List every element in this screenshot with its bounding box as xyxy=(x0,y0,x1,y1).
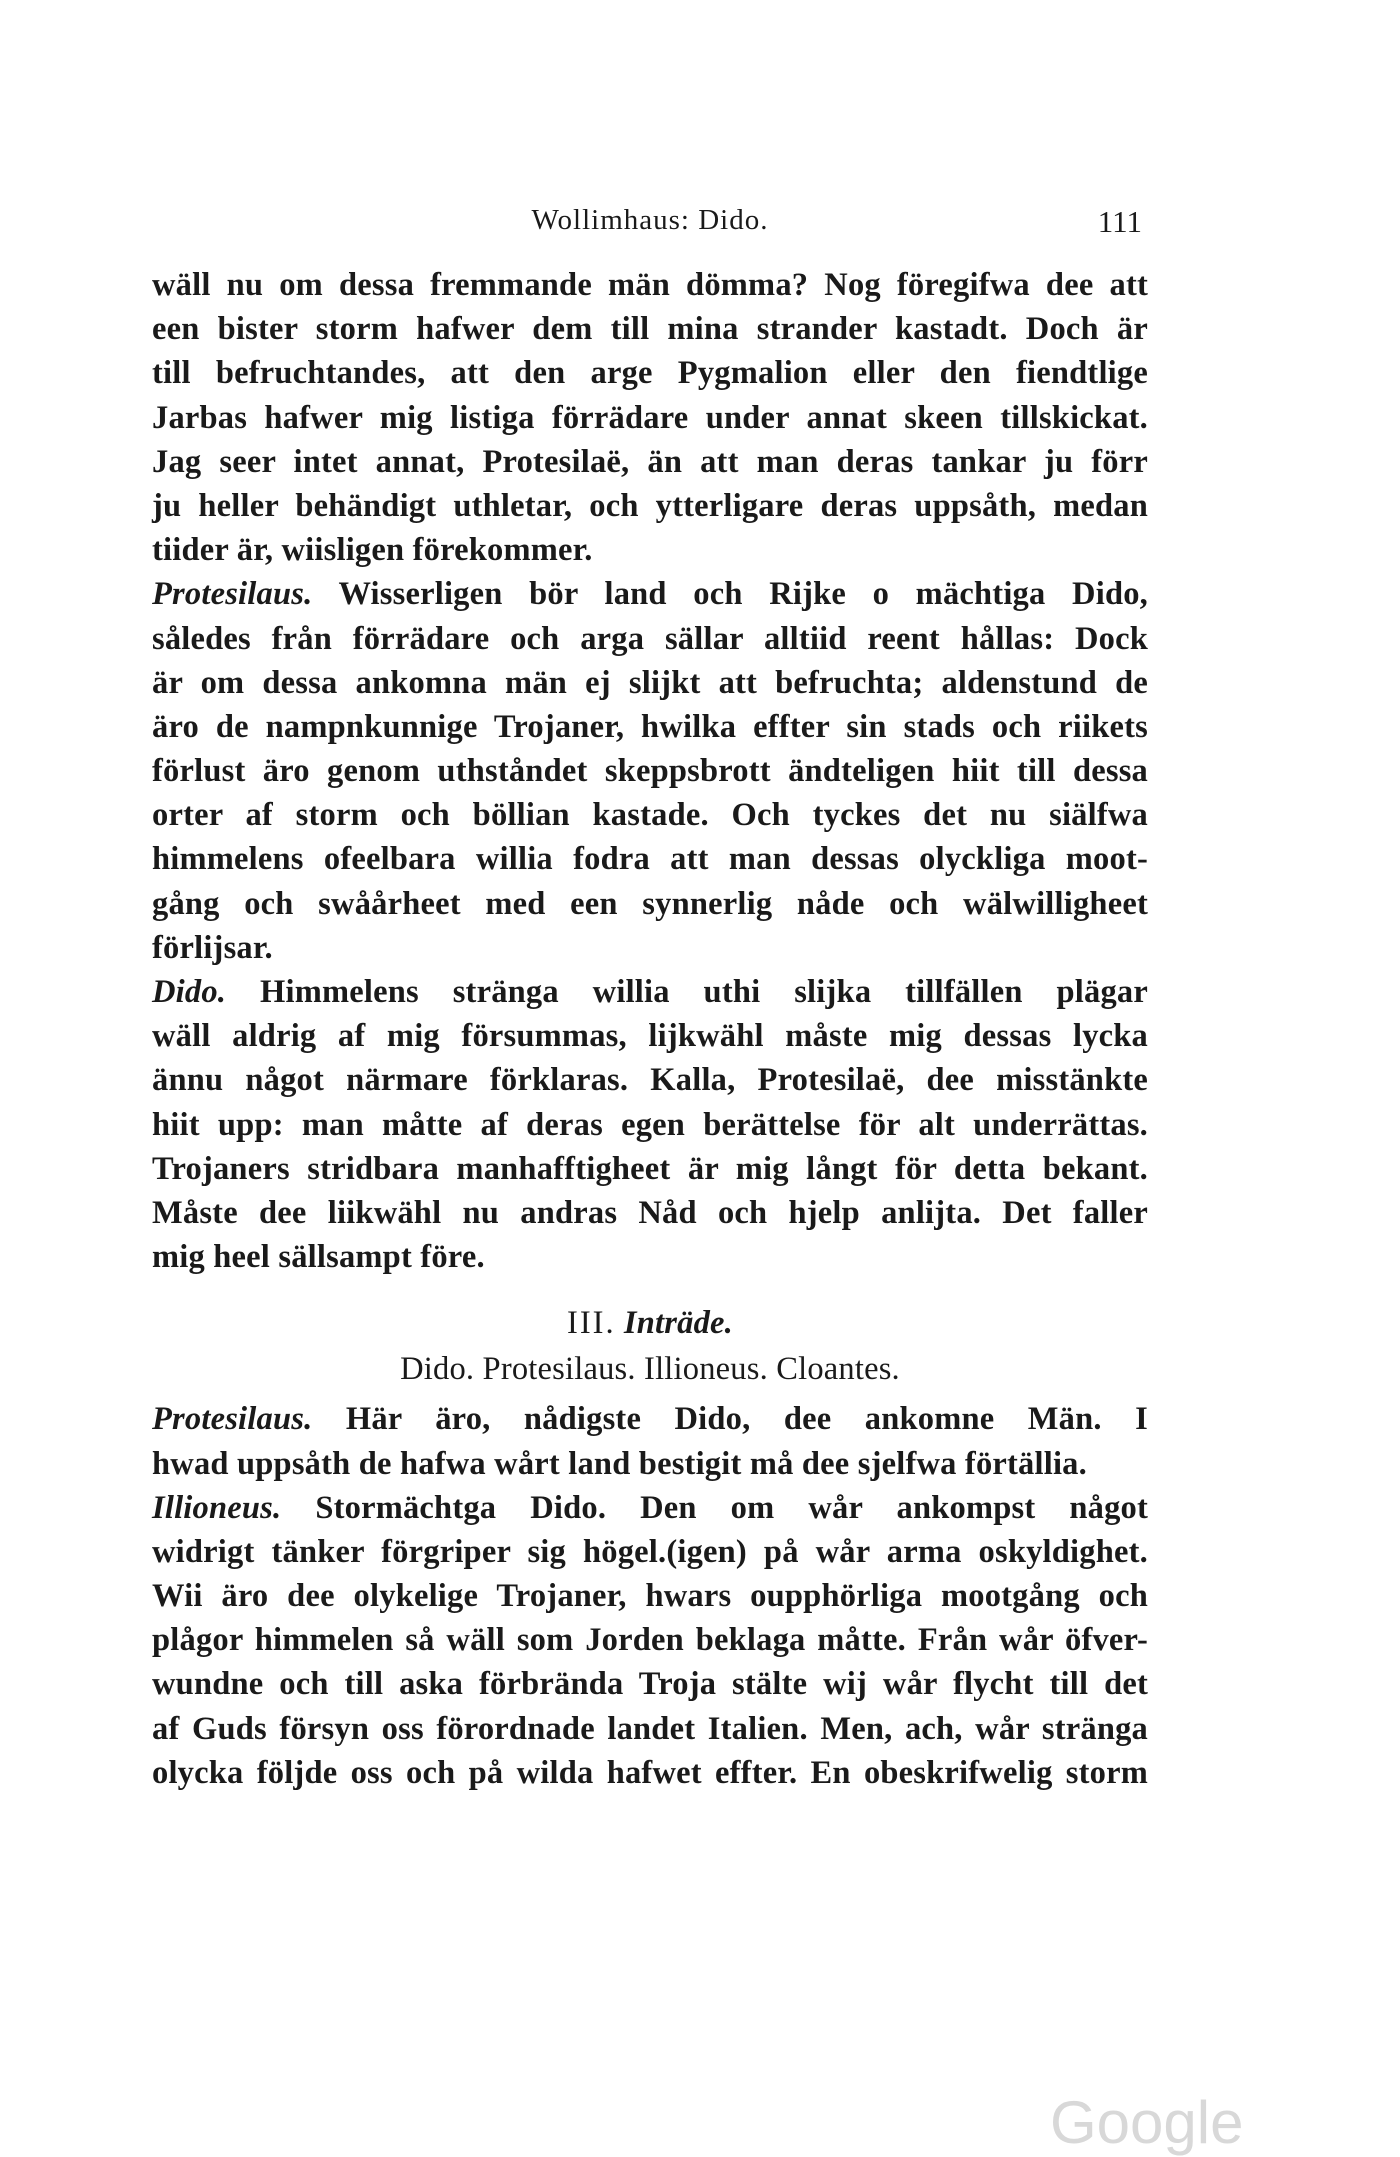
paragraph-4 xyxy=(152,1442,1148,1486)
text-line: af Guds försyn oss förordnade landet Italien. Men, ach, wår stränga xyxy=(152,1710,1148,1747)
text-line: till befruchtandes, att den arge Pygmalion eller den fiendtlige xyxy=(152,355,1148,392)
body-text xyxy=(152,263,1148,1795)
text-line: plågor himmelen så wäll som Jorden beklaga måtte. Från wår öfver- xyxy=(152,1622,1148,1659)
paragraph-5-first-line xyxy=(152,1486,1148,1530)
text-line: orter af storm och böllian kastade. Och tyckes det nu siälfwa xyxy=(152,797,1148,834)
watermark-logo: Google xyxy=(1050,2089,1244,2156)
page-number: 111 xyxy=(1097,204,1142,239)
paragraph-3-first-line xyxy=(152,970,1148,1014)
speaker-name: Dido. xyxy=(152,974,227,1010)
text-line: Måste dee liikwähl nu andras Nåd och hjelp anlijta. Det faller xyxy=(152,1194,1148,1231)
cast-list: Dido. Protesilaus. Illioneus. Cloantes. xyxy=(400,1351,900,1388)
paragraph-2 xyxy=(152,617,1148,971)
speaker-name: Illioneus. xyxy=(152,1489,282,1526)
paragraph-2-first-line xyxy=(152,572,1148,616)
text-line: Trojaners stridbara manhafftigheet är mig långt för detta bekant. xyxy=(152,1150,1148,1187)
text-line: hwad uppsåth de hafwa wårt land bestigit må dee sjelfwa förtällia. xyxy=(152,1445,1087,1482)
text-line: wäll aldrig af mig försummas, lijkwähl måste mig dessas lycka xyxy=(152,1018,1148,1055)
section-number: III. xyxy=(567,1305,616,1342)
text-line: Wii äro dee olykelige Trojaner, hwars oupphörliga mootgång och xyxy=(152,1578,1148,1615)
text-line: mig heel sällsampt före. xyxy=(152,1239,485,1276)
text-line: een bister storm hafwer dem till mina strander kastadt. Doch är xyxy=(152,311,1148,348)
line-text: Himmelens stränga willia uthi slijka tillfällen plägar xyxy=(259,974,1148,1010)
text-line: förlijsar. xyxy=(152,929,273,966)
paragraph-5 xyxy=(152,1530,1148,1795)
text-line: hiit upp: man måtte af deras egen berättelse för alt underrättas. xyxy=(152,1106,1148,1143)
speaker-name: Protesilaus. xyxy=(152,1401,313,1438)
text-line: äro de nampnkunnige Trojaner, hwilka effter sin stads och riikets xyxy=(152,708,1148,745)
text-line: Jarbas hafwer mig listiga förrädare under annat skeen tillskickat. xyxy=(152,399,1148,436)
line-text: Stormächtga Dido. Den om wår ankompst något xyxy=(315,1489,1148,1526)
text-line: himmelens ofeelbara willia fodra att man dessas olyckliga moot- xyxy=(152,841,1148,878)
text-line: således från förrädare och arga sällar alltiid reent hållas: Dock xyxy=(152,620,1148,657)
paragraph-1 xyxy=(152,263,1148,572)
speaker-name: Protesilaus. xyxy=(152,576,313,613)
section-title: Inträde. xyxy=(623,1305,733,1342)
text-line: tiider är, wiisligen förekommer. xyxy=(152,532,593,569)
text-line: gång och swåårheet med een synnerlig nåde och wälwilligheet xyxy=(152,885,1148,922)
page-header xyxy=(152,204,1148,244)
line-text: Här äro, nådigste Dido, dee ankomne Män. I xyxy=(345,1401,1148,1438)
text-line: är om dessa ankomna män ej slijkt att befruchta; aldenstund de xyxy=(152,664,1148,701)
paragraph-4-first-line xyxy=(152,1397,1148,1441)
text-line: olycka följde oss och på wilda hafwet effter. En obeskrifwelig storm xyxy=(152,1754,1148,1791)
line-text: Wisserligen bör land och Rijke o mächtiga Dido, xyxy=(338,576,1148,613)
text-line: ännu något närmare förklaras. Kalla, Protesilaë, dee misstänkte xyxy=(152,1062,1148,1099)
text-line: wundne och till aska förbrända Troja stälte wij wår flycht till det xyxy=(152,1666,1148,1703)
text-line: widrigt tänker förgriper sig högel.(igen) på wår arma oskyldighet. xyxy=(152,1533,1148,1570)
text-line: Jag seer intet annat, Protesilaë, än att man deras tankar ju förr xyxy=(152,443,1148,480)
text-line: wäll nu om dessa fremmande män dömma? Nog föregifwa dee att xyxy=(152,267,1148,303)
text-line: förlust äro genom uthståndet skeppsbrott ändteligen hiit till dessa xyxy=(152,753,1148,790)
text-line: ju heller behändigt uthletar, och ytterligare deras uppsåth, medan xyxy=(152,487,1148,524)
paragraph-3 xyxy=(152,1014,1148,1279)
section-heading xyxy=(152,1301,1148,1347)
running-head: Wollimhaus: Dido. xyxy=(531,204,769,236)
